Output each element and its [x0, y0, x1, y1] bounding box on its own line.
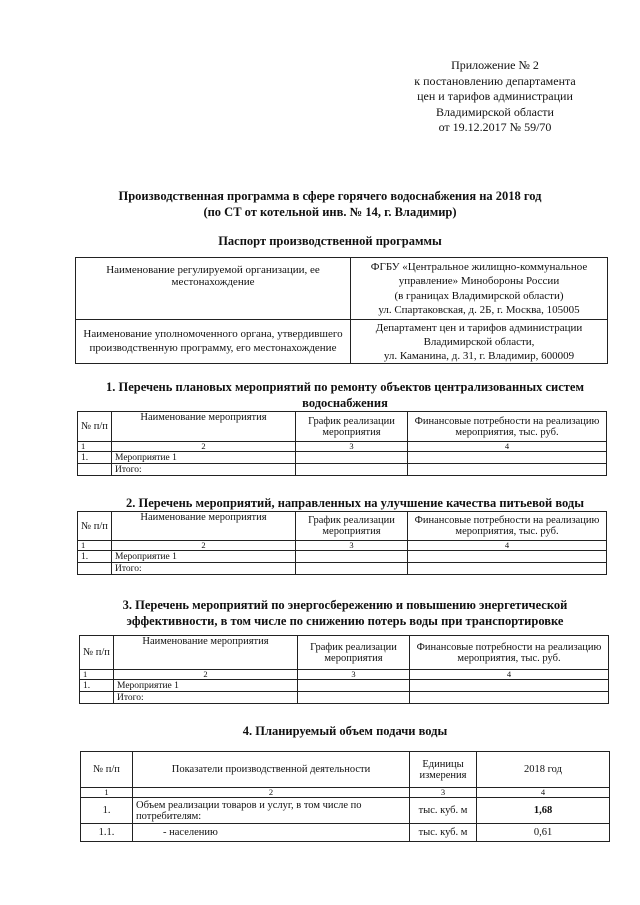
col-index: 4 [477, 788, 610, 798]
row-name: Мероприятие 1 [112, 551, 296, 563]
section1-title: 1. Перечень плановых мероприятий по ремонту объектов централизованных систем водоснабжения [106, 380, 584, 410]
row-finance [408, 464, 607, 476]
value-line: Владимирской области, [423, 335, 535, 348]
value-line: (в границах Владимирской области) [394, 289, 564, 302]
table-row [81, 798, 610, 824]
col-index: 2 [114, 670, 298, 680]
section2-title: 2. Перечень мероприятий, направленных на улучшение качества питьевой воды [126, 496, 584, 510]
table-row [78, 563, 607, 575]
row-total-label: Итого: [114, 692, 298, 704]
col-index: 2 [133, 788, 410, 798]
col-index: 3 [296, 442, 408, 452]
row-num: 1. [78, 551, 112, 563]
col-name-header: Наименование мероприятия [112, 512, 296, 541]
events-table-2 [77, 511, 607, 575]
row-schedule [296, 464, 408, 476]
title-line: 3. Перечень мероприятий по энергосбережению и повышению энергетической [122, 598, 568, 612]
row-finance [408, 452, 607, 464]
row-indicator: - населению [133, 824, 410, 842]
row-num [80, 692, 114, 704]
row-schedule [296, 563, 408, 575]
row-num [78, 563, 112, 575]
row-value: 0,61 [477, 824, 610, 842]
col-schedule-header: График реализации мероприятия [296, 512, 408, 541]
col-index: 2 [112, 442, 296, 452]
row-num: 1. [78, 452, 112, 464]
table-row [78, 452, 607, 464]
passport-heading: Паспорт производственной программы [218, 234, 442, 248]
row-finance [410, 680, 609, 692]
value-line: ул. Каманина, д. 31, г. Владимир, 600009 [383, 349, 575, 362]
col-name-header: Наименование мероприятия [112, 412, 296, 442]
row-num: 1. [81, 798, 133, 824]
row-finance [410, 692, 609, 704]
passport-value [351, 258, 608, 320]
table-row [78, 551, 607, 563]
row-value: 1,68 [477, 798, 610, 824]
document-title [60, 188, 600, 220]
col-schedule-header: График реализации мероприятия [298, 636, 410, 670]
col-indicator-header: Показатели производственной деятельности [133, 752, 410, 788]
row-schedule [296, 452, 408, 464]
col-index: 2 [112, 541, 296, 551]
col-num-header: № п/п [78, 412, 112, 442]
row-unit: тыс. куб. м [410, 798, 477, 824]
col-index: 1 [80, 670, 114, 680]
table-row [80, 680, 609, 692]
table-row [78, 541, 607, 551]
title-line: эффективности, в том числе по снижению потерь воды при транспортировке [126, 613, 564, 628]
row-num [78, 464, 112, 476]
row-total-label: Итого: [112, 563, 296, 575]
col-index: 3 [298, 670, 410, 680]
appendix-line: цен и тарифов администрации [417, 89, 573, 103]
col-name-header: Наименование мероприятия [114, 636, 298, 670]
appendix-block [395, 58, 595, 136]
row-name: Мероприятие 1 [114, 680, 298, 692]
events-table-3 [79, 635, 609, 704]
col-index: 3 [296, 541, 408, 551]
row-schedule [298, 692, 410, 704]
col-unit-header: Единицы измерения [410, 752, 477, 788]
row-num: 1. [80, 680, 114, 692]
table-row [78, 512, 607, 541]
row-finance [408, 551, 607, 563]
row-total-label: Итого: [112, 464, 296, 476]
volume-table [80, 751, 610, 842]
col-index: 1 [78, 442, 112, 452]
col-num-header: № п/п [81, 752, 133, 788]
appendix-line: Приложение № 2 [451, 58, 539, 72]
col-schedule-header: График реализации мероприятия [296, 412, 408, 442]
passport-label: Наименование уполномоченного органа, утвердившего производственную программу, его местонахождение [76, 320, 351, 364]
row-unit: тыс. куб. м [410, 824, 477, 842]
col-finance-header: Финансовые потребности на реализацию мероприятия, тыс. руб. [410, 636, 609, 670]
col-finance-header: Финансовые потребности на реализацию мероприятия, тыс. руб. [408, 512, 607, 541]
col-index: 3 [410, 788, 477, 798]
passport-label: Наименование регулируемой организации, ее местонахождение [76, 258, 351, 320]
section3-title [80, 598, 610, 629]
row-schedule [298, 680, 410, 692]
table-row [78, 442, 607, 452]
row-num: 1.1. [81, 824, 133, 842]
col-finance-header: Финансовые потребности на реализацию мероприятия, тыс. руб. [408, 412, 607, 442]
col-index: 1 [78, 541, 112, 551]
title-line: (по СТ от котельной инв. № 14, г. Владимир) [203, 205, 457, 219]
col-index: 4 [408, 541, 607, 551]
row-schedule [296, 551, 408, 563]
row-indicator: Объем реализации товаров и услуг, в том числе по потребителям: [133, 798, 410, 824]
value-line: управление» Минобороны России [398, 275, 560, 287]
appendix-line: Владимирской области [436, 104, 554, 119]
col-year-header: 2018 год [477, 752, 610, 788]
appendix-line: к постановлению департамента [414, 73, 576, 88]
col-index: 4 [408, 442, 607, 452]
appendix-line: от 19.12.2017 № 59/70 [438, 120, 552, 134]
table-row [76, 320, 608, 364]
table-row [80, 636, 609, 670]
row-finance [408, 563, 607, 575]
table-row [76, 258, 608, 320]
table-row [81, 788, 610, 798]
col-index: 4 [410, 670, 609, 680]
value-line: ул. Спартаковская, д. 2Б, г. Москва, 105005 [378, 304, 580, 316]
col-index: 1 [81, 788, 133, 798]
title-line: Производственная программа в сфере горячего водоснабжения на 2018 год [118, 189, 542, 203]
col-num-header: № п/п [78, 512, 112, 541]
events-table-1 [77, 411, 607, 476]
row-name: Мероприятие 1 [112, 452, 296, 464]
value-line: Департамент цен и тарифов администрации [375, 321, 583, 334]
table-row [81, 752, 610, 788]
table-row [80, 692, 609, 704]
table-row [80, 670, 609, 680]
passport-value [351, 320, 608, 364]
table-row [78, 412, 607, 442]
passport-table [75, 257, 608, 364]
table-row [81, 824, 610, 842]
col-num-header: № п/п [80, 636, 114, 670]
value-line: ФГБУ «Центральное жилищно-коммунальное [370, 260, 588, 273]
table-row [78, 464, 607, 476]
section4-title: 4. Планируемый объем подачи воды [242, 724, 448, 738]
